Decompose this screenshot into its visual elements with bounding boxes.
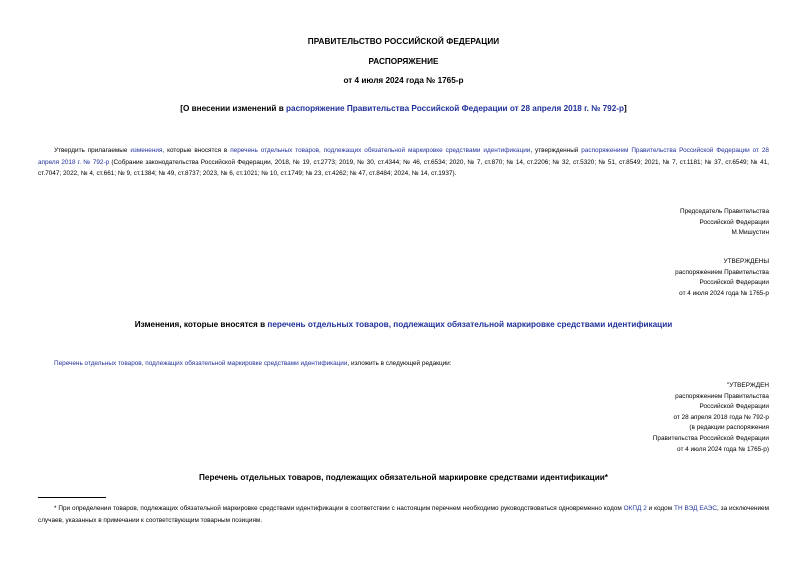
- footnote: [38, 503, 769, 526]
- body-paragraph: [38, 145, 769, 180]
- changes-title-link[interactable]: перечень отдельных товаров, подлежащих обязательной маркировке средствами идентификации: [267, 320, 673, 329]
- link-changes[interactable]: изменения: [130, 147, 163, 154]
- approved-line: распоряжением Правительства: [675, 268, 769, 276]
- document-date-number: от 4 июля 2024 года № 1765-р: [343, 76, 464, 85]
- footnote-divider: [38, 497, 106, 498]
- approved2-line: от 4 июля 2024 года № 1765-р): [677, 445, 769, 453]
- changes-title: [0, 320, 807, 329]
- document-title: [0, 104, 807, 113]
- body-text: , утвержденный: [530, 147, 582, 154]
- signature-line: Председатель Правительства: [680, 208, 769, 215]
- approved-line: Российской Федерации: [699, 279, 769, 286]
- body-text: , которые вносятся в: [162, 147, 231, 154]
- approved-stamp-2018: [653, 381, 769, 455]
- footnote-text: , за исключением случаев, указанных в примечании к соответствующим товарным позициям.: [38, 505, 770, 524]
- signature-line: Российской Федерации: [699, 218, 769, 226]
- title-prefix: [О внесении изменений в: [180, 104, 287, 113]
- title-suffix: ]: [624, 104, 627, 113]
- approved2-line: (в редакции распоряжения: [689, 424, 769, 432]
- approved-stamp: [675, 257, 769, 299]
- approved2-line: Российской Федерации: [699, 403, 769, 411]
- approved2-line: Правительства Российской Федерации: [652, 434, 769, 442]
- approved2-line: распоряжением Правительства: [675, 392, 769, 400]
- list-title: Перечень отдельных товаров, подлежащих обязательной маркировке средствами идентификации*: [199, 473, 608, 482]
- footnote-text: и кодом: [646, 505, 675, 512]
- body-text: (Собрание законодательства Российской Федерации, 2018, № 19, ст.2773; 2019, № 30, ст.4344; № 46, ст.6534; 2020, № 7, ст.870; № 14, ст.2206; № 32, ст.5320; № 51, ст.8549; 2021, № 7, ст.1181; № 37, ст.6549; № 41, ст.7047; 2022, № 4, ст.661; № 9, ст.1384; № 49, ст.8737; 2023, № 6, ст.1021; № 10, ст.1749; № 23, ст.4262; № 47, ст.8484; 2024, № 14, ст.1937).: [38, 158, 769, 178]
- body-text: Утвердить прилагаемые: [54, 147, 131, 154]
- link-goods-list[interactable]: перечень отдельных товаров, подлежащих обязательной маркировке средствами идентификации: [230, 147, 531, 154]
- link-tnved[interactable]: ТН ВЭД ЕАЭС: [674, 505, 717, 512]
- approved-line: УТВЕРЖДЕНЫ: [723, 258, 769, 265]
- approved2-line: от 28 апреля 2018 года № 792-р: [673, 413, 769, 421]
- title-link-order-792[interactable]: распоряжение Правительства Российской Федерации от 28 апреля 2018 г. № 792-р: [286, 104, 625, 113]
- signature-block: [680, 207, 769, 239]
- header-org: ПРАВИТЕЛЬСТВО РОССИЙСКОЙ ФЕДЕРАЦИИ: [307, 37, 500, 46]
- signature-name: М.Мишустин: [731, 229, 769, 236]
- approved2-line: "УТВЕРЖДЕН: [726, 382, 769, 389]
- approved-line: от 4 июля 2024 года № 1765-р: [679, 289, 769, 297]
- link-okpd2[interactable]: ОКПД 2: [623, 505, 647, 512]
- instruction-link-list[interactable]: Перечень отдельных товаров, подлежащих обязательной маркировке средствами идентификации: [54, 360, 348, 367]
- instruction-suffix: , изложить в следующей редакции:: [347, 360, 452, 367]
- footnote-text: * При определении товаров, подлежащих обязательной маркировке средствами идентификации в соответствии с настоящим перечнем необходимо руководствоваться одновременно кодом: [54, 505, 624, 512]
- list-instruction: [54, 360, 452, 367]
- changes-title-prefix: Изменения, которые вносятся в: [134, 320, 268, 329]
- link-order-792[interactable]: распоряжением Правительства Российской Федерации от 28 апреля 2018 г. № 792-р: [38, 147, 769, 166]
- document-type: РАСПОРЯЖЕНИЕ: [368, 57, 439, 66]
